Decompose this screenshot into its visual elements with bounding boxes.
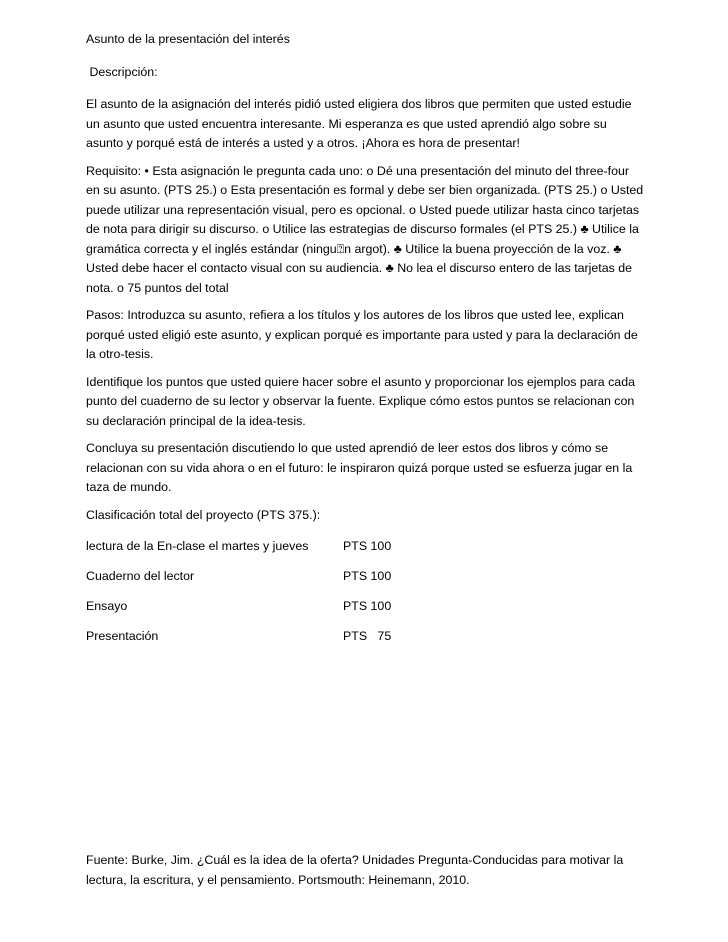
conclude-paragraph: Concluya su presentación discutiendo lo que usted aprendió de leer estos dos libros y cómo se relacionan con su vida ahora o en el futuro: le inspiraron quizá porque usted se esfuerza jugar en la taza de mundo. <box>86 441 636 494</box>
grading-row <box>86 567 646 587</box>
grading-row-points: PTS 100 <box>343 599 392 613</box>
grading-row-label: Cuaderno del lector <box>86 569 195 583</box>
grading-row <box>86 537 646 557</box>
description-label: Descripción: <box>86 64 158 79</box>
grading-row-points: PTS 100 <box>343 539 392 553</box>
grading-heading: Clasificación total del proyecto (PTS 375.): <box>86 507 321 522</box>
grading-row <box>86 597 646 617</box>
grading-row-label: Presentación <box>86 629 159 643</box>
grading-row-label: Ensayo <box>86 599 128 613</box>
grading-row-label: lectura de la En-clase el martes y jueves <box>86 539 309 553</box>
requirements-paragraph: Requisito: • Esta asignación le pregunta cada uno: o Dé una presentación del minuto del three-four en su asunto. (PTS 25.) o Esta presentación es formal y debe ser bien organizada. (PTS 25.) o Usted puede utilizar una representación visual, pero es opcional. o Usted puede utilizar hasta cinco tarjetas de nota para dirigir su discurso. o Utilice las estrategias de discurso formales (el PTS 25.) ♣ Utilice la gramática correcta y el inglés estándar (ningu⍰n argot). ♣ Utilice la buena proyección de la voz. ♣ Usted debe hacer el contacto visual con su audiencia. ♣ No lea el discurso entero de las tarjetas de nota. o 75 puntos del total <box>86 163 647 295</box>
grading-row <box>86 627 646 647</box>
steps-paragraph: Pasos: Introduzca su asunto, refiera a los títulos y los autores de los libros que usted lee, explican porqué usted eligió este asunto, y explican porqué es importante para usted y para la declaración de la otro-tesis. <box>86 308 642 361</box>
document-title: Asunto de la presentación del interés <box>86 32 290 46</box>
source-citation: Fuente: Burke, Jim. ¿Cuál es la idea de la oferta? Unidades Pregunta-Conducidas para motivar la lectura, la escritura, y el pensamiento. Portsmouth: Heinemann, 2010. <box>86 853 624 887</box>
identify-paragraph: Identifique los puntos que usted quiere hacer sobre el asunto y proporcionar los ejemplos para cada punto del cuaderno de su lector y observar la fuente. Explique cómo estos puntos se relacionan con su declaración principal de la idea-tesis. <box>86 374 639 428</box>
document-body <box>86 30 646 657</box>
intro-paragraph: El asunto de la asignación del interés pidió usted eligiera dos libros que permiten que usted estudie un asunto que usted encuentra interesante. Mi esperanza es que usted aprendió algo sobre su asunto y porqué está de interés a usted y a otros. ¡Ahora es hora de presentar! <box>86 97 635 150</box>
grading-row-points: PTS 100 <box>343 569 392 583</box>
grading-row-points: PTS 75 <box>343 629 392 643</box>
